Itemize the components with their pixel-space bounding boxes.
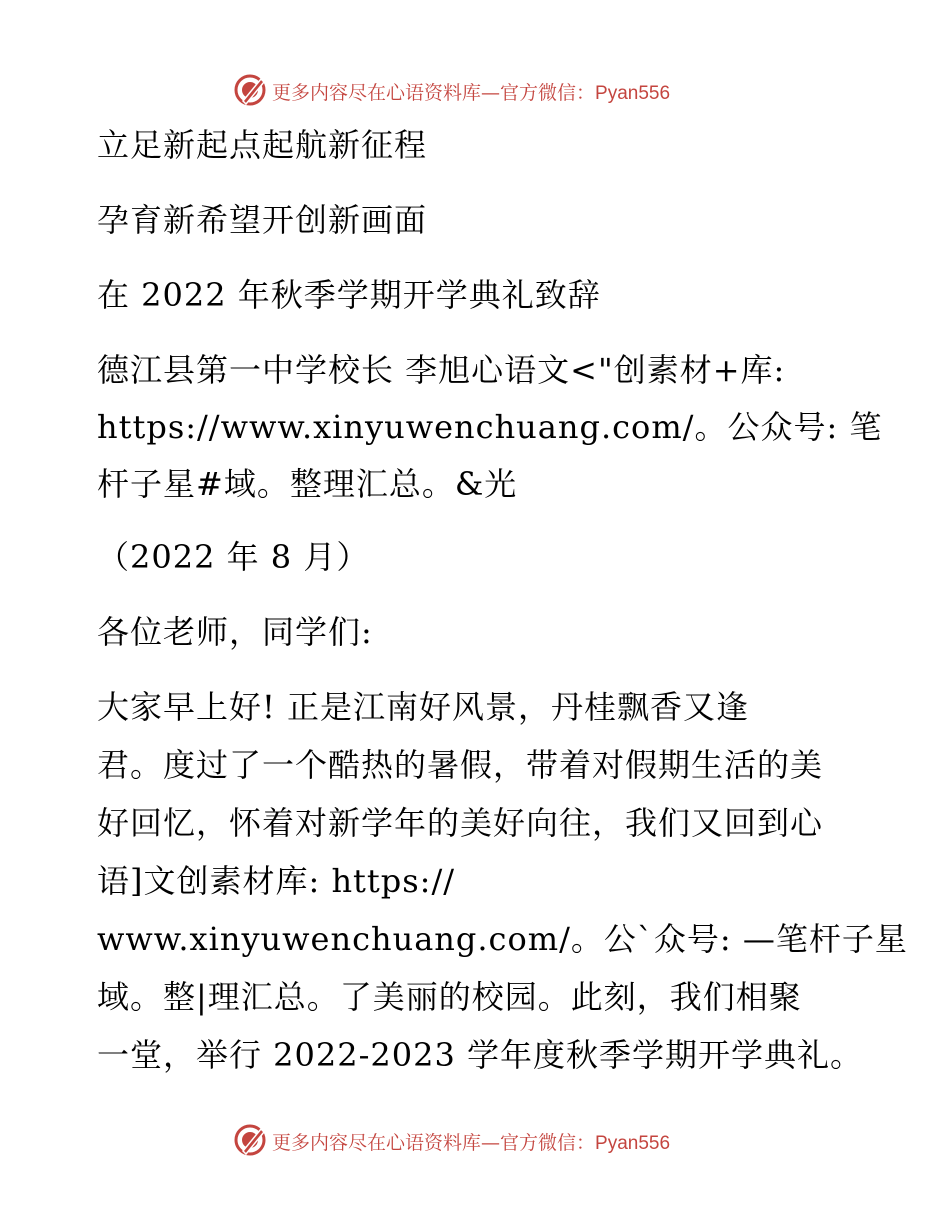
footer-banner <box>0 1120 950 1160</box>
author-line-3: 杆子星#域。整理汇总。&光 <box>97 465 518 503</box>
paragraph-line-5: www.xinyuwenchuang.com/。公`众号: —笔杆子星 <box>97 920 908 958</box>
footer-banner-main: 更多内容尽在心语资料库—官方微信： <box>272 1132 596 1154</box>
paragraph-line-4: 语]文创素材库: https:// <box>97 862 456 900</box>
paragraph-line-6: 域。整|理汇总。了美丽的校园。此刻，我们相聚 <box>97 978 802 1016</box>
paragraph-line-2: 君。度过了一个酷热的暑假，带着对假期生活的美 <box>97 746 824 784</box>
paragraph-line-7: 一堂，举行 2022-2023 学年度秋季学期开学典礼。 <box>97 1036 864 1074</box>
footer-banner-id: Pyan556 <box>595 1133 671 1154</box>
pen-logo-icon <box>233 1123 267 1157</box>
title-line-1: 立足新起点起航新征程 <box>97 126 428 164</box>
header-banner <box>0 70 950 110</box>
paragraph-line-1: 大家早上好! 正是江南好风景，丹桂飘香又逢 <box>97 688 750 726</box>
paragraph-line-3: 好回忆，怀着对新学年的美好向往，我们又回到心 <box>97 804 824 842</box>
date-line: （2022 年 8 月） <box>97 538 370 576</box>
header-banner-text <box>272 78 670 105</box>
author-line-1: 德江县第一中学校长 李旭心语文<"创素材+库: <box>97 351 786 389</box>
footer-banner-text <box>272 1128 670 1155</box>
title-line-3: 在 2022 年秋季学期开学典礼致辞 <box>97 276 601 314</box>
title-line-2: 孕育新希望开创新画面 <box>97 201 428 239</box>
greeting-line: 各位老师，同学们: <box>97 613 373 651</box>
header-banner-id: Pyan556 <box>595 83 671 104</box>
header-banner-main: 更多内容尽在心语资料库—官方微信： <box>272 82 596 104</box>
author-line-2: https://www.xinyuwenchuang.com/。公众号: 笔 <box>97 408 883 446</box>
pen-logo-icon <box>233 73 267 107</box>
